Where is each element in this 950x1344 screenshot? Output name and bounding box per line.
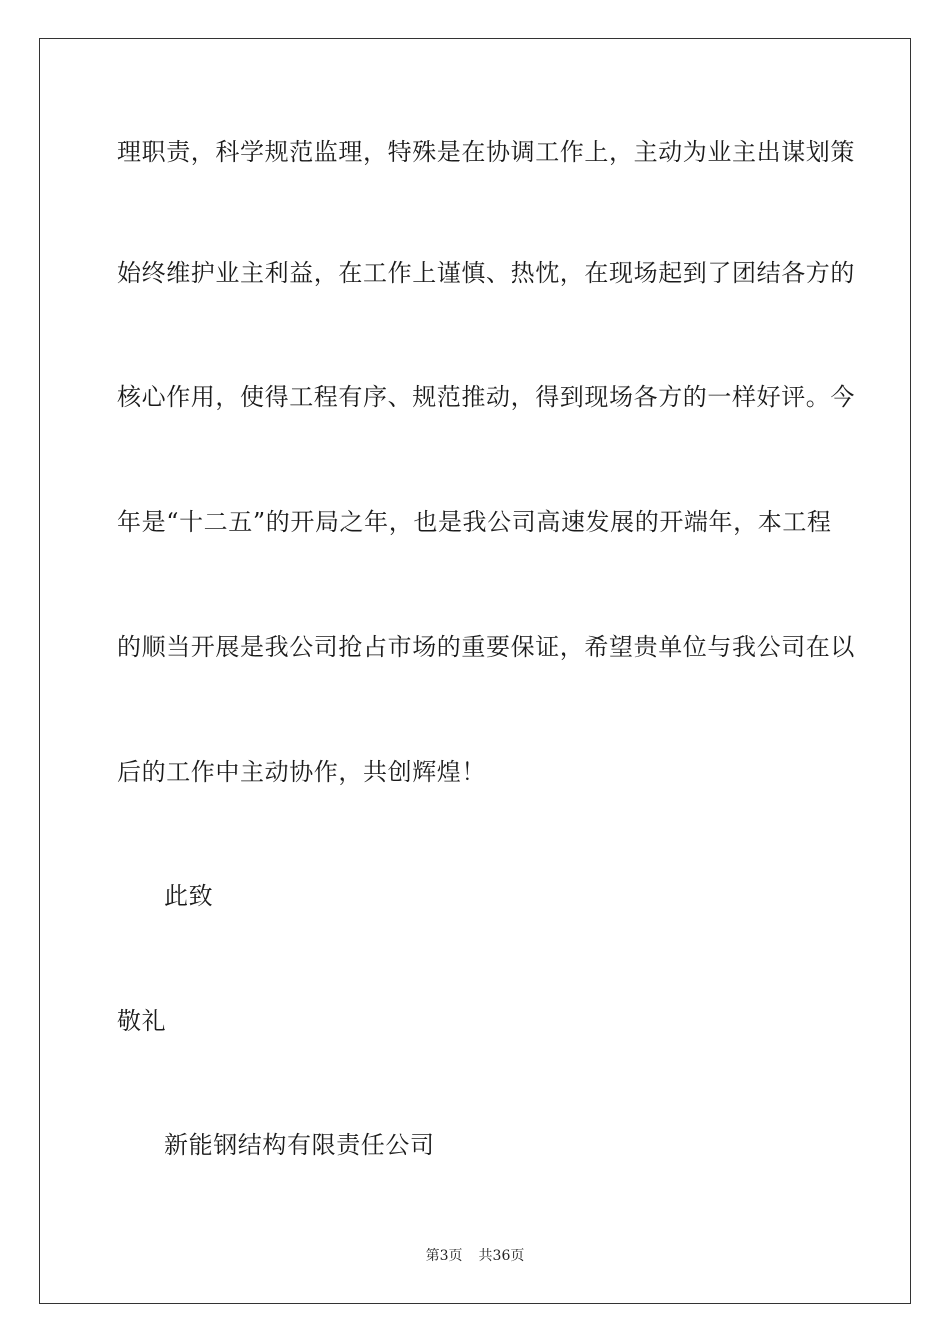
page-frame [39, 38, 911, 1304]
regards: 敬礼 [117, 1007, 167, 1035]
body-line-4: 年是“十二五”的开局之年，也是我公司高速发展的开端年，本工程 [117, 508, 832, 536]
body-line-6: 后的工作中主动协作，共创辉煌！ [117, 758, 486, 786]
total-pages: 共36页 [478, 1248, 525, 1264]
page-number: 第3页 [425, 1248, 463, 1264]
page-footer [0, 1247, 950, 1265]
salutation: 此致 [164, 882, 214, 910]
body-line-2: 始终维护业主利益，在工作上谨慎、热忱，在现场起到了团结各方的 [117, 259, 855, 287]
body-line-5: 的顺当开展是我公司抢占市场的重要保证，希望贵单位与我公司在以 [117, 633, 855, 661]
signature: 新能钢结构有限责任公司 [164, 1131, 435, 1159]
body-line-1: 理职责，科学规范监理，特殊是在协调工作上，主动为业主出谋划策 [117, 138, 855, 166]
body-line-3: 核心作用，使得工程有序、规范推动，得到现场各方的一样好评。今 [117, 383, 855, 411]
